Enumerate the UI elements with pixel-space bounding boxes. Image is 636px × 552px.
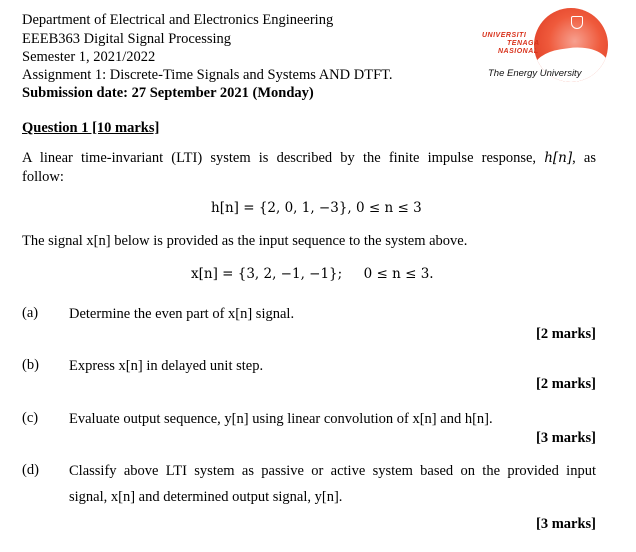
intro-follow: follow: [22,169,64,185]
signal-sentence: The signal x[n] below is provided as the input sequence to the system above. [22,233,468,249]
part-d-label: (d) [22,462,39,478]
question-title: Question 1 [10 marks] [22,120,160,136]
part-a-marks: [2 marks] [535,326,596,342]
part-d-line1: Classify above LTI system as passive or active system based on the provided input [69,463,596,479]
equation-h: h[n] = {2, 0, 1, −3}, 0 ≤ n ≤ 3 [211,200,422,216]
submission-date: Submission date: 27 September 2021 (Monday) [22,85,314,101]
part-d-marks: [3 marks] [535,516,596,532]
course-line: EEEB363 Digital Signal Processing [22,31,232,47]
assignment-line: Assignment 1: Discrete-Time Signals and Systems AND DTFT. [22,67,393,83]
shield-icon [571,16,583,29]
part-d-text-2: signal, x[n] and determined output signal, y[n]. [69,489,343,505]
part-c-text: Evaluate output sequence, y[n] using linear convolution of x[n] and h[n]. [69,411,493,427]
part-b-marks: [2 marks] [535,376,596,392]
part-a-label: (a) [22,305,39,321]
logo-word-tenaga: TENAGA [507,40,540,47]
part-d-text-1 [69,462,596,481]
logo-word-universiti: UNIVERSITI [482,32,527,39]
semester-line: Semester 1, 2021/2022 [22,49,156,65]
intro-text: A linear time-invariant (LTI) system is described by the finite impulse response, [22,150,537,166]
question-intro [22,149,596,187]
department-line: Department of Electrical and Electronics Engineering [22,12,334,28]
logo-word-nasional: NASIONAL [498,48,539,55]
equation-x: x[n] = {3, 2, −1, −1}; 0 ≤ n ≤ 3. [191,266,434,282]
part-b-label: (b) [22,357,39,373]
part-c-label: (c) [22,410,39,426]
part-c-marks: [3 marks] [535,430,596,446]
intro-h: h[n] [544,150,573,166]
intro-as: , as [572,150,597,166]
part-a-text: Determine the even part of x[n] signal. [69,306,295,322]
logo-tagline: The Energy University [488,68,582,79]
part-b-text: Express x[n] in delayed unit step. [69,358,264,374]
